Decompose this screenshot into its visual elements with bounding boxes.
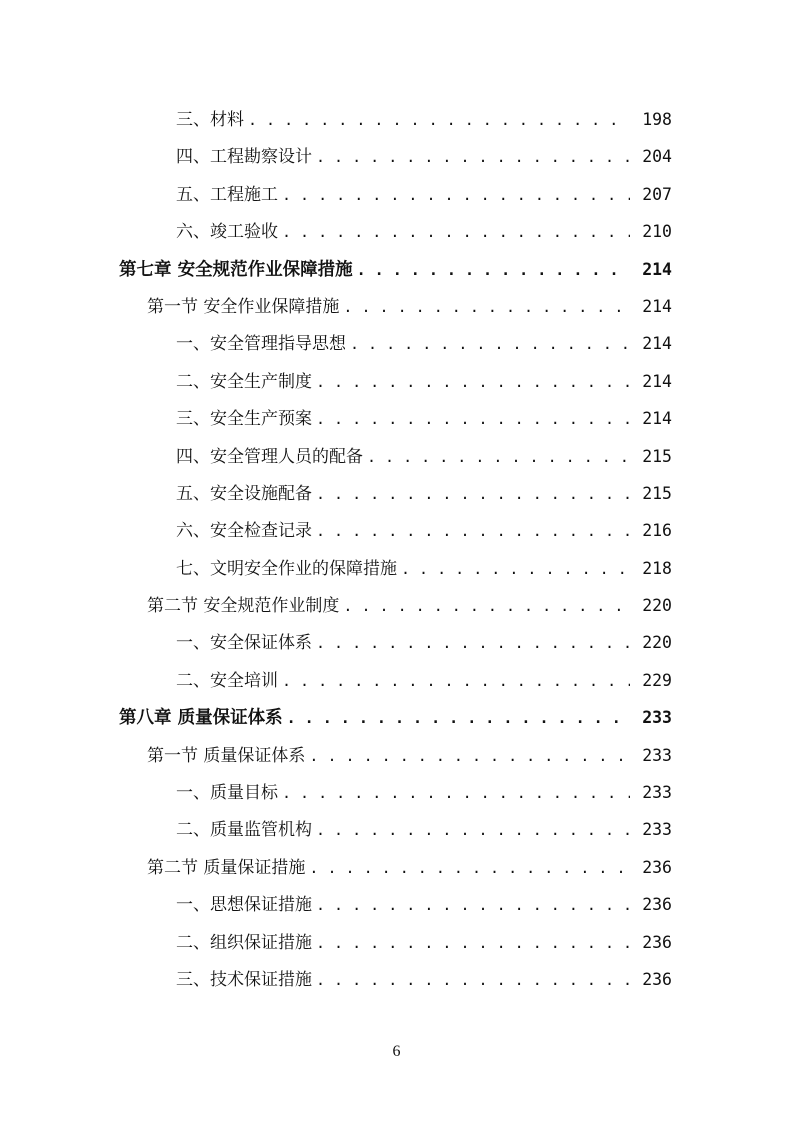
toc-entry-label: 一、质量目标 xyxy=(176,783,278,804)
toc-item-entry[interactable] xyxy=(0,213,793,250)
toc-entry-page-number: 216 xyxy=(642,521,672,541)
dot-leader xyxy=(316,812,630,849)
dot-leader xyxy=(282,214,630,251)
toc-entry-label: 五、工程施工 xyxy=(176,184,278,205)
toc-entry-label: 第一节 质量保证体系 xyxy=(147,745,306,766)
toc-entry-page-number: 233 xyxy=(642,708,672,728)
dot-leader xyxy=(282,177,630,214)
dot-leader xyxy=(287,700,630,737)
toc-entry-label: 第一节 安全作业保障措施 xyxy=(147,296,340,317)
toc-item-entry[interactable] xyxy=(0,363,793,400)
dot-leader xyxy=(316,962,630,999)
toc-entry-label: 第八章 质量保证体系 xyxy=(119,708,283,729)
toc-item-entry[interactable] xyxy=(0,138,793,175)
dot-leader xyxy=(401,551,630,588)
dot-leader xyxy=(316,513,630,550)
dot-leader xyxy=(282,775,630,812)
toc-entry-label: 五、安全设施配备 xyxy=(176,483,312,504)
toc-entry-page-number: 207 xyxy=(642,184,672,204)
toc-entry-label: 六、安全检查记录 xyxy=(176,521,312,542)
toc-item-entry[interactable] xyxy=(0,624,793,661)
toc-item-entry[interactable] xyxy=(0,512,793,549)
toc-item-entry[interactable] xyxy=(0,438,793,475)
toc-item-entry[interactable] xyxy=(0,475,793,512)
toc-item-entry[interactable] xyxy=(0,662,793,699)
dot-leader xyxy=(367,439,630,476)
dot-leader xyxy=(316,364,630,401)
toc-item-entry[interactable] xyxy=(0,811,793,848)
toc-item-entry[interactable] xyxy=(0,325,793,362)
toc-entry-page-number: 214 xyxy=(642,371,672,391)
toc-entry-page-number: 236 xyxy=(642,895,672,915)
toc-entry-page-number: 210 xyxy=(642,222,672,242)
toc-entry-label: 一、思想保证措施 xyxy=(176,895,312,916)
toc-entry-label: 三、材料 xyxy=(176,110,244,130)
toc-item-entry[interactable] xyxy=(0,924,793,961)
toc-entry-label: 第二节 质量保证措施 xyxy=(147,857,306,878)
toc-entry-page-number: 220 xyxy=(642,633,672,653)
toc-entry-page-number: 233 xyxy=(642,745,672,765)
toc-entry-label: 二、质量监管机构 xyxy=(176,820,312,841)
dot-leader xyxy=(316,625,630,662)
toc-section-entry[interactable] xyxy=(0,288,793,325)
page-number: 6 xyxy=(392,1043,401,1060)
toc-entry-label: 三、安全生产预案 xyxy=(176,409,312,430)
toc-entry-label: 四、工程勘察设计 xyxy=(176,147,312,168)
dot-leader xyxy=(309,738,630,775)
toc-item-entry[interactable] xyxy=(0,176,793,213)
dot-leader xyxy=(309,850,630,887)
toc-item-entry[interactable] xyxy=(0,774,793,811)
toc-entry-label: 二、安全生产制度 xyxy=(176,371,312,392)
toc-entry-page-number: 214 xyxy=(642,296,672,316)
toc-entry-page-number: 214 xyxy=(642,334,672,354)
toc-item-entry[interactable] xyxy=(0,400,793,437)
toc-section-entry[interactable] xyxy=(0,849,793,886)
toc-entry-page-number: 220 xyxy=(642,596,672,616)
toc-item-entry[interactable] xyxy=(0,961,793,998)
toc-item-entry[interactable] xyxy=(0,101,793,138)
toc-entry-label: 第二节 安全规范作业制度 xyxy=(147,596,340,617)
toc-section-entry[interactable] xyxy=(0,587,793,624)
dot-leader xyxy=(316,887,630,924)
toc-entry-page-number: 233 xyxy=(642,820,672,840)
table-of-contents xyxy=(0,101,793,998)
toc-item-entry[interactable] xyxy=(0,550,793,587)
dot-leader xyxy=(316,925,630,962)
dot-leader xyxy=(316,476,630,513)
toc-entry-label: 一、安全管理指导思想 xyxy=(176,334,346,355)
toc-item-entry[interactable] xyxy=(0,886,793,923)
dot-leader xyxy=(316,401,630,438)
toc-entry-label: 六、竣工验收 xyxy=(176,222,278,243)
toc-entry-label: 二、安全培训 xyxy=(176,670,278,691)
toc-entry-label: 三、技术保证措施 xyxy=(176,969,312,990)
toc-entry-page-number: 236 xyxy=(642,969,672,989)
toc-entry-page-number: 198 xyxy=(642,110,672,129)
toc-section-entry[interactable] xyxy=(0,737,793,774)
toc-entry-label: 二、组织保证措施 xyxy=(176,932,312,953)
toc-entry-page-number: 215 xyxy=(642,446,672,466)
dot-leader xyxy=(316,139,630,176)
toc-entry-label: 四、安全管理人员的配备 xyxy=(176,446,363,467)
dot-leader xyxy=(350,326,630,363)
toc-entry-page-number: 233 xyxy=(642,783,672,803)
dot-leader xyxy=(343,289,630,326)
toc-entry-page-number: 229 xyxy=(642,670,672,690)
toc-chapter-entry[interactable] xyxy=(0,699,793,736)
dot-leader xyxy=(343,588,630,625)
dot-leader xyxy=(357,252,630,289)
toc-entry-label: 七、文明安全作业的保障措施 xyxy=(176,558,397,579)
toc-entry-label: 第七章 安全规范作业保障措施 xyxy=(119,259,353,280)
toc-entry-page-number: 236 xyxy=(642,932,672,952)
dot-leader xyxy=(248,102,630,139)
toc-entry-page-number: 218 xyxy=(642,558,672,578)
toc-chapter-entry[interactable] xyxy=(0,251,793,288)
dot-leader xyxy=(282,663,630,700)
toc-entry-label: 一、安全保证体系 xyxy=(176,633,312,654)
toc-entry-page-number: 214 xyxy=(642,409,672,429)
toc-entry-page-number: 204 xyxy=(642,147,672,167)
toc-entry-page-number: 214 xyxy=(642,259,672,279)
toc-entry-page-number: 236 xyxy=(642,857,672,877)
toc-entry-page-number: 215 xyxy=(642,483,672,503)
